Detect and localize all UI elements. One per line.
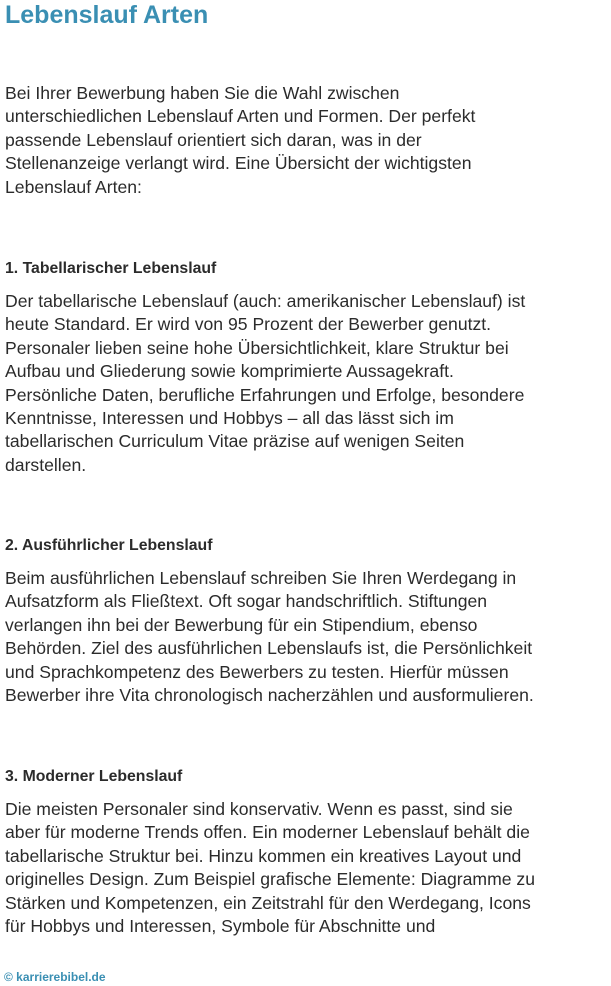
section-text-tabellarisch — [5, 290, 607, 477]
text-line: tabellarische Struktur bei. Hinzu kommen ein kreatives Layout und — [5, 845, 522, 866]
text-line: Die meisten Personaler sind konservativ. Wenn es passt, sind sie — [5, 799, 513, 819]
text-line: tabellarischen Curriculum Vitae präzise auf wenigen Seiten — [5, 431, 465, 452]
page-title: Lebenslauf Arten — [5, 1, 209, 29]
intro-line: Bei Ihrer Bewerbung haben Sie die Wahl zwischen — [5, 83, 400, 103]
text-line: Aufbau und Gliederung sowie komprimierte Aussagekraft. — [5, 361, 454, 382]
text-line: aber für moderne Trends offen. Ein moderner Lebenslauf behält die — [5, 822, 530, 843]
section-heading-tabellarisch: 1. Tabellarischer Lebenslauf — [5, 260, 217, 277]
text-line: darstellen. — [5, 454, 87, 475]
text-line: originelles Design. Zum Beispiel grafische Elemente: Diagramme zu — [5, 869, 535, 890]
text-line: Behörden. Ziel des ausführlichen Lebenslaufs ist, die Persönlichkeit — [5, 638, 533, 659]
text-line: und Sprachkompetenz des Bewerbers zu testen. Hierfür müssen — [5, 661, 509, 682]
section-heading-ausfuehrlich: 2. Ausführlicher Lebenslauf — [5, 537, 213, 554]
text-line: für Hobbys und Interessen, Symbole für Abschnitte und — [5, 916, 436, 937]
intro-line: passende Lebenslauf orientiert sich daran, was in der — [5, 129, 422, 150]
text-line: Kenntnisse, Interessen und Hobbys – all das lässt sich im — [5, 408, 454, 429]
text-line: Beim ausführlichen Lebenslauf schreiben Sie Ihren Werdegang in — [5, 568, 517, 588]
text-line: Aufsatzform als Fließtext. Oft sogar handschriftlich. Stiftungen — [5, 591, 488, 612]
section-heading-modern: 3. Moderner Lebenslauf — [5, 768, 183, 785]
text-line: Personaler lieben seine hohe Übersichtlichkeit, klare Struktur bei — [5, 337, 509, 358]
text-line: Persönliche Daten, berufliche Erfahrungen und Erfolge, besondere — [5, 384, 525, 405]
text-line: Der tabellarische Lebenslauf (auch: amerikanischer Lebenslauf) ist — [5, 291, 526, 311]
section-text-ausfuehrlich — [5, 567, 607, 707]
intro-line: Lebenslauf Arten: — [5, 176, 142, 197]
text-line: verlangen ihn bei der Bewerbung für ein Stipendium, ebenso — [5, 614, 478, 635]
intro-paragraph — [5, 82, 607, 199]
intro-line: unterschiedlichen Lebenslauf Arten und Formen. Der perfekt — [5, 106, 476, 127]
section-text-modern — [5, 798, 607, 938]
intro-line: Stellenanzeige verlangt wird. Eine Übersicht der wichtigsten — [5, 153, 472, 174]
copyright-footer: © karrierebibel.de — [4, 970, 106, 984]
text-line: heute Standard. Er wird von 95 Prozent der Bewerber genutzt. — [5, 314, 492, 335]
text-line: Stärken und Kompetenzen, ein Zeitstrahl für den Werdegang, Icons — [5, 892, 531, 913]
text-line: Bewerber ihre Vita chronologisch nacherzählen und ausformulieren. — [5, 685, 534, 706]
